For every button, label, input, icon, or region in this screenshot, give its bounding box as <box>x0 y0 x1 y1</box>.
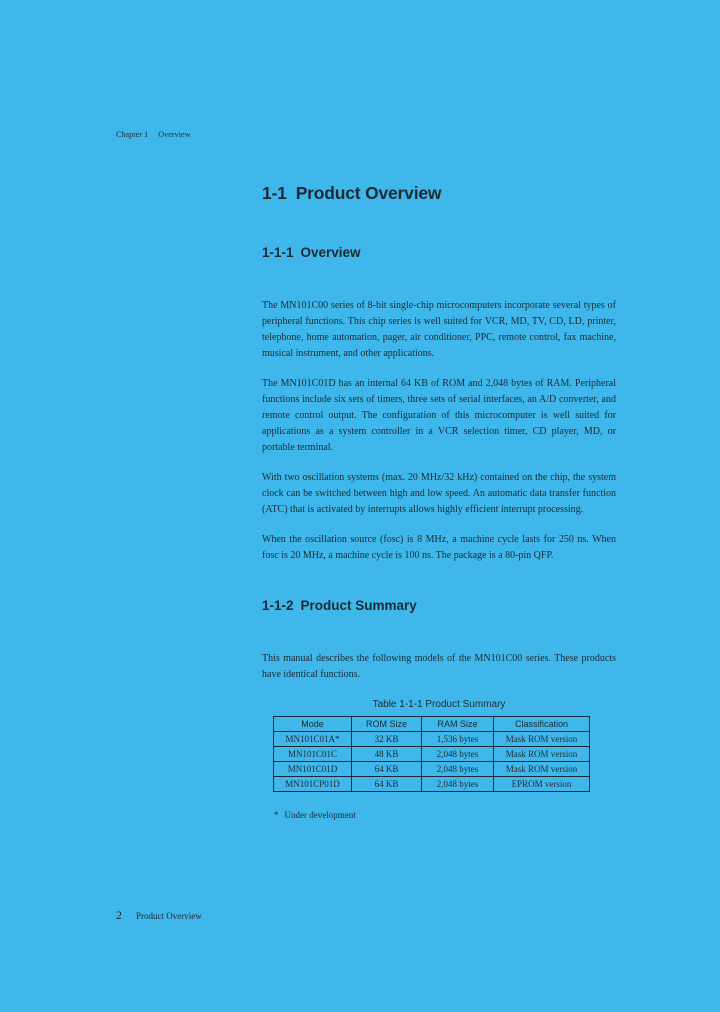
running-head-chapter: Chapter 1 <box>116 130 149 139</box>
table-header-row <box>274 717 590 732</box>
cell-ram-size: 1,536 bytes <box>422 732 494 747</box>
page-title <box>262 183 441 204</box>
product-summary-table <box>273 716 590 792</box>
page-title-number: 1-1 <box>262 183 287 203</box>
paragraph-intro: The MN101C00 series of 8-bit single-chip microcomputers incorporate several types of peripheral functions. This chip series is well suited for VCR, MD, TV, CD, LD, printer, telephone, home automation, pager, air conditioner, PPC, remote control, fax machine, musical instrument, and other applications. <box>262 300 616 359</box>
paragraph-oscillation: With two oscillation systems (max. 20 MHz/32 kHz) contained on the chip, the system clock can be switched between high and low speed. An automatic data transfer function (ATC) that is activated by interrupts allows highly efficient interrupt processing. <box>262 472 616 515</box>
cell-mode: MN101C01D <box>274 762 352 777</box>
table-row <box>274 777 590 792</box>
cell-ram-size: 2,048 bytes <box>422 762 494 777</box>
running-head-section: Overview <box>158 130 191 139</box>
cell-rom-size: 64 KB <box>352 762 422 777</box>
cell-classification: Mask ROM version <box>494 747 590 762</box>
footnote-mark: * <box>274 810 279 820</box>
cell-mode: MN101C01A* <box>274 732 352 747</box>
table-row <box>274 732 590 747</box>
cell-ram-size: 2,048 bytes <box>422 747 494 762</box>
header-mode: Mode <box>274 717 352 732</box>
footer-text: Product Overview <box>136 911 202 921</box>
running-head <box>116 130 201 139</box>
section-heading-summary <box>262 598 417 613</box>
cell-classification: Mask ROM version <box>494 732 590 747</box>
cell-ram-size: 2,048 bytes <box>422 777 494 792</box>
table-row <box>274 747 590 762</box>
footnote-text: Under development <box>284 810 356 820</box>
section-title: Product Summary <box>300 598 417 613</box>
section-number: 1-1-1 <box>262 245 294 260</box>
page-footer <box>116 908 202 923</box>
page-number: 2 <box>116 908 122 922</box>
cell-mode: MN101CP01D <box>274 777 352 792</box>
section-heading-overview <box>262 245 361 260</box>
header-classification: Classification <box>494 717 590 732</box>
cell-mode: MN101C01C <box>274 747 352 762</box>
cell-classification: EPROM version <box>494 777 590 792</box>
section-number: 1-1-2 <box>262 598 294 613</box>
paragraph-models: This manual describes the following models of the MN101C00 series. These products have identical functions. <box>262 653 616 680</box>
cell-rom-size: 48 KB <box>352 747 422 762</box>
table-row <box>274 762 590 777</box>
paragraph-cycle: When the oscillation source (fosc) is 8 MHz, a machine cycle lasts for 250 ns. When fosc is 20 MHz, a machine cycle is 100 ns. The package is a 80-pin QFP. <box>262 534 616 561</box>
section-title: Overview <box>300 245 361 260</box>
paragraph-features: The MN101C01D has an internal 64 KB of ROM and 2,048 bytes of RAM. Peripheral functions include six sets of timers, three sets of serial interfaces, an A/D converter, and remote control output. The configuration of this microcomputer is well suited for applications as a system controller in a VCR selection timer, CD player, MD, or portable terminal. <box>262 378 616 453</box>
page-title-text: Product Overview <box>295 183 442 203</box>
footnote <box>274 810 356 820</box>
cell-rom-size: 64 KB <box>352 777 422 792</box>
header-ram-size: RAM Size <box>422 717 494 732</box>
cell-classification: Mask ROM version <box>494 762 590 777</box>
header-rom-size: ROM Size <box>352 717 422 732</box>
cell-rom-size: 32 KB <box>352 732 422 747</box>
table-caption: Table 1-1-1 Product Summary <box>372 699 506 710</box>
